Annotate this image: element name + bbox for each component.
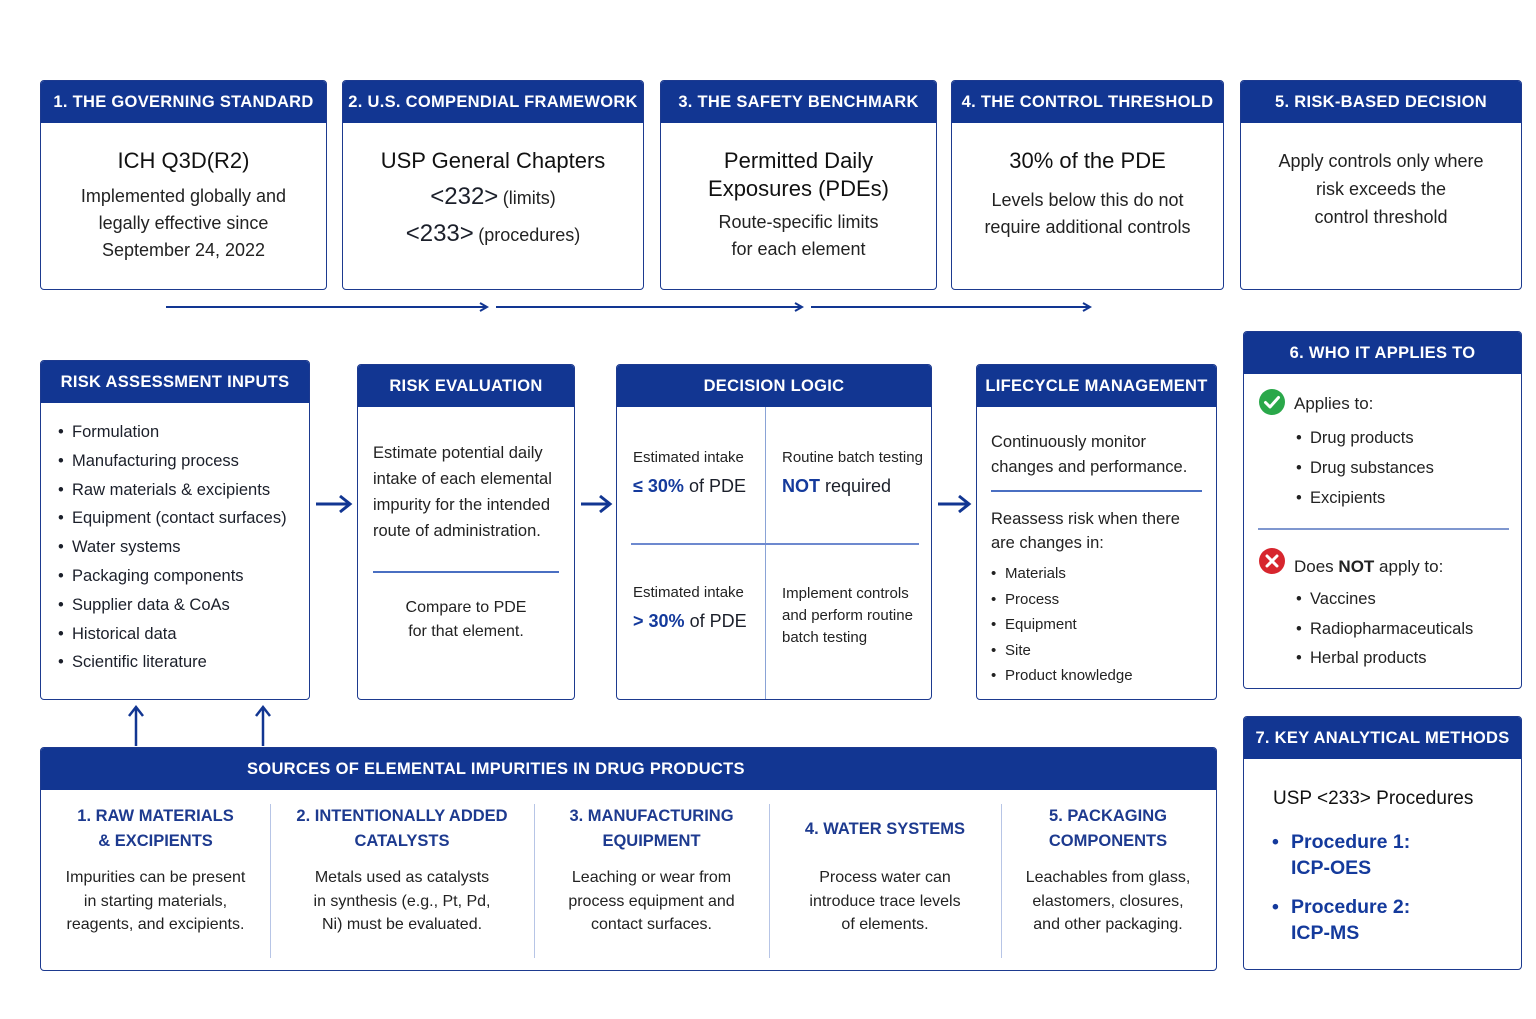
source-title-line: CATALYSTS xyxy=(354,832,450,850)
source-text-line: Leachables from glass, xyxy=(1025,869,1191,886)
chapter-note: (procedures) xyxy=(478,225,581,245)
not-prefix: Does xyxy=(1294,557,1334,576)
list-item: • Product knowledge xyxy=(991,663,1133,689)
intake-label: Estimated intake xyxy=(633,449,744,466)
card-text-line: Implemented globally and xyxy=(80,186,287,206)
list-item: • Formulation xyxy=(58,418,309,447)
applies-label: Applies to: xyxy=(1294,394,1374,413)
source-title-line: 4. WATER SYSTEMS xyxy=(804,820,966,838)
text-line: are changes in: xyxy=(991,534,1104,552)
outcome-label: Routine batch testing xyxy=(782,449,923,466)
source-text-line: and other packaging. xyxy=(1033,916,1183,933)
source-title-line: EQUIPMENT xyxy=(602,832,701,850)
text-line: impurity for the intended xyxy=(373,496,551,514)
card-text-line: Route-specific limits xyxy=(718,212,879,232)
card-header: 1. THE GOVERNING STANDARD xyxy=(41,81,326,123)
text-line: Continuously monitor xyxy=(991,433,1146,451)
card-text-line: legally effective since xyxy=(98,213,269,233)
card-header: RISK ASSESSMENT INPUTS xyxy=(41,361,309,403)
text-line: batch testing xyxy=(782,629,868,646)
text-line: and perform routine xyxy=(782,607,913,624)
source-title-line: 5. PACKAGING xyxy=(1049,807,1167,825)
list-item: • Scientific literature xyxy=(58,648,309,677)
card-text-line: Levels below this do not xyxy=(991,190,1184,210)
threshold-suffix: of PDE xyxy=(689,611,747,631)
card-title-line: Exposures (PDEs) xyxy=(708,176,889,201)
procedure-method: ICP-OES xyxy=(1291,857,1372,879)
source-text-line: reagents, and excipients. xyxy=(66,916,245,933)
comparison-symbol: ≤ xyxy=(633,476,643,496)
source-title-line: 3. MANUFACTURING xyxy=(569,807,734,825)
intake-label: Estimated intake xyxy=(633,584,744,601)
threshold-value: 30% xyxy=(648,611,685,631)
source-text-line: process equipment and xyxy=(568,892,735,910)
source-text-line: contact surfaces. xyxy=(591,916,712,933)
text-line: intake of each elemental xyxy=(373,470,552,488)
threshold-suffix: of PDE xyxy=(688,476,746,496)
card-header: DECISION LOGIC xyxy=(617,365,931,407)
text-line: Reassess risk when there xyxy=(991,510,1180,528)
card-header: 5. RISK-BASED DECISION xyxy=(1241,81,1521,123)
source-text-line: elastomers, closures, xyxy=(1032,892,1184,910)
source-text-line: Process water can xyxy=(819,869,951,886)
list-item: • Supplier data & CoAs xyxy=(58,591,309,620)
list-item: • Radiopharmaceuticals xyxy=(1296,615,1473,645)
card-title: ICH Q3D(R2) xyxy=(117,148,250,173)
card-text-line: for each element xyxy=(731,239,866,259)
procedure-name: Procedure 1: xyxy=(1291,831,1411,853)
text-line: for that element. xyxy=(408,623,524,640)
procedure-method: ICP-MS xyxy=(1291,922,1360,944)
list-item: • Raw materials & excipients xyxy=(58,476,309,505)
list-item: • Materials xyxy=(991,561,1133,587)
source-text-line: Impurities can be present xyxy=(65,869,246,886)
list-item: • Equipment xyxy=(991,612,1133,638)
bullet: • xyxy=(1272,831,1279,853)
card-text-line: require additional controls xyxy=(984,217,1191,237)
source-text-line: in starting materials, xyxy=(83,892,228,910)
card-header: 7. KEY ANALYTICAL METHODS xyxy=(1244,717,1521,759)
card-header: LIFECYCLE MANAGEMENT xyxy=(977,365,1216,407)
outcome-strong: NOT xyxy=(782,476,820,496)
card-text-line: September 24, 2022 xyxy=(101,240,266,260)
panel-title: SOURCES OF ELEMENTAL IMPURITIES IN DRUG PRODUCTS xyxy=(247,759,745,778)
list-item: • Excipients xyxy=(1296,483,1434,513)
not-strong: NOT xyxy=(1338,557,1375,576)
source-title-line: 2. INTENTIONALLY ADDED xyxy=(296,807,508,825)
list-item: • Drug substances xyxy=(1296,453,1434,483)
list-item: • Manufacturing process xyxy=(58,447,309,476)
source-text-line: Metals used as catalysts xyxy=(314,869,490,886)
methods-subtitle: USP <233> Procedures xyxy=(1273,788,1474,809)
bullet: • xyxy=(1272,896,1279,918)
list-item: • Herbal products xyxy=(1296,644,1473,674)
list-item: • Process xyxy=(991,587,1133,613)
comparison-symbol: > xyxy=(633,611,644,631)
card-title: 30% of the PDE xyxy=(1009,148,1166,173)
source-text-line: of elements. xyxy=(841,916,929,933)
text-line: changes and performance. xyxy=(991,458,1188,476)
list-item: • Equipment (contact surfaces) xyxy=(58,504,309,533)
chapter-code: <232> xyxy=(430,183,499,210)
card-header: 6. WHO IT APPLIES TO xyxy=(1244,332,1521,374)
card-text-line: risk exceeds the xyxy=(1315,179,1447,199)
list-item: • Vaccines xyxy=(1296,585,1473,615)
card-text-line: control threshold xyxy=(1314,207,1448,227)
text-line: Estimate potential daily xyxy=(373,444,543,462)
text-line: Implement controls xyxy=(782,585,909,602)
source-title-line: & EXCIPIENTS xyxy=(98,832,213,850)
card-title: USP General Chapters xyxy=(380,148,606,173)
source-title-line: COMPONENTS xyxy=(1048,832,1168,850)
chapter-code: <233> xyxy=(405,220,474,247)
source-title-line: 1. RAW MATERIALS xyxy=(77,807,234,825)
list-item: • Water systems xyxy=(58,533,309,562)
source-text-line: in synthesis (e.g., Pt, Pd, xyxy=(313,892,491,910)
list-item: • Historical data xyxy=(58,620,309,649)
card-header: 4. THE CONTROL THRESHOLD xyxy=(952,81,1223,123)
procedure-name: Procedure 2: xyxy=(1291,896,1411,918)
list-item: • Drug products xyxy=(1296,423,1434,453)
threshold-value: 30% xyxy=(647,476,684,496)
text-line: Compare to PDE xyxy=(405,599,527,616)
source-text-line: Leaching or wear from xyxy=(571,869,732,886)
chapter-note: (limits) xyxy=(502,188,556,208)
source-text-line: introduce trace levels xyxy=(809,892,961,910)
card-text-line: Apply controls only where xyxy=(1278,151,1484,171)
not-suffix: apply to: xyxy=(1379,557,1444,576)
card-header: 3. THE SAFETY BENCHMARK xyxy=(661,81,936,123)
source-text-line: Ni) must be evaluated. xyxy=(321,916,483,933)
list-item: • Site xyxy=(991,638,1133,664)
list-item: • Packaging components xyxy=(58,562,309,591)
card-header: RISK EVALUATION xyxy=(358,365,574,407)
card-title-line: Permitted Daily xyxy=(723,148,874,173)
outcome-suffix: required xyxy=(825,476,892,496)
card-header: 2. U.S. COMPENDIAL FRAMEWORK xyxy=(343,81,643,123)
text-line: route of administration. xyxy=(373,522,541,540)
